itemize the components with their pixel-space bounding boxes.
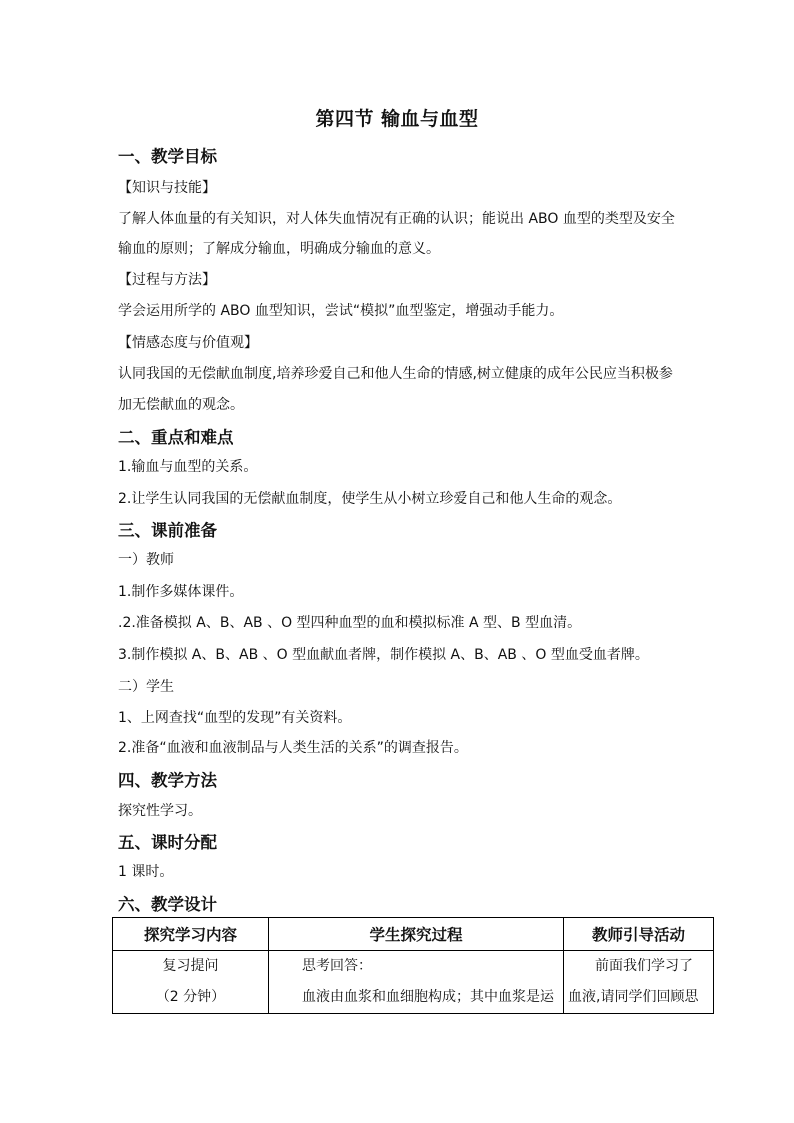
section-heading-key-points: 二、重点和难点: [118, 428, 234, 447]
table-header-student-process: 学生探究过程: [269, 918, 564, 951]
emotion-text-line2: 加无偿献血的观念。: [118, 397, 244, 413]
section-heading-design: 六、教学设计: [118, 895, 217, 914]
teacher-label: 一）教师: [118, 552, 174, 568]
table-cell-content: [113, 951, 269, 1014]
key-point-item-1: 1.输血与血型的关系。: [118, 459, 258, 475]
table-header-content: 探究学习内容: [113, 918, 269, 951]
table-cell-teacher-activity: [564, 951, 714, 1014]
emotion-label: 【情感态度与价值观】: [118, 335, 258, 351]
time-text: 1 课时。: [118, 864, 174, 880]
section-heading-time: 五、课时分配: [118, 833, 217, 852]
key-point-item-2: 2.让学生认同我国的无偿献血制度，使学生从小树立珍爱自己和他人生命的观念。: [118, 491, 622, 507]
cell-text: 前面我们学习了: [595, 958, 693, 974]
knowledge-text-line1: 了解人体血量的有关知识，对人体失血情况有正确的认识；能说出 ABO 血型的类型及安全: [118, 211, 675, 227]
table-cell-student-process: [269, 951, 564, 1014]
section-heading-preparation: 三、课前准备: [118, 521, 217, 540]
table-row: [113, 951, 714, 1014]
section-heading-method: 四、教学方法: [118, 771, 217, 790]
student-item-2: 2.准备“血液和血液制品与人类生活的关系”的调查报告。: [118, 740, 468, 756]
knowledge-text-line2: 输血的原则；了解成分输血，明确成分输血的意义。: [118, 241, 440, 257]
page-title: 第四节 输血与血型: [315, 108, 479, 130]
teaching-design-table: [112, 917, 714, 1014]
student-label: 二）学生: [118, 679, 174, 695]
emotion-text-line1: 认同我国的无偿献血制度,培养珍爱自己和他人生命的情感,树立健康的成年公民应当积极参: [118, 366, 673, 382]
teacher-item-3: 3.制作模拟 A、B、AB 、O 型血献血者牌，制作模拟 A、B、AB 、O 型血受血者牌。: [118, 647, 649, 663]
cell-text: 血液,请同学们回顾思: [568, 989, 699, 1005]
section-heading-goals: 一、教学目标: [118, 147, 217, 166]
cell-text: 复习提问: [162, 958, 219, 974]
table-header-teacher-activity: 教师引导活动: [564, 918, 714, 951]
method-text: 探究性学习。: [118, 803, 202, 819]
table-header-row: [113, 918, 714, 951]
teacher-item-1: 1.制作多媒体课件。: [118, 584, 244, 600]
cell-text: （2 分钟）: [155, 989, 226, 1005]
process-label: 【过程与方法】: [118, 272, 216, 288]
cell-text: 血液由血浆和血细胞构成；其中血浆是运: [302, 989, 554, 1005]
teacher-item-2: .2.准备模拟 A、B、AB 、O 型四种血型的血和模拟标准 A 型、B 型血清。: [118, 615, 582, 631]
cell-text: 思考回答：: [302, 958, 372, 974]
process-text-line1: 学会运用所学的 ABO 血型知识，尝试“模拟”血型鉴定，增强动手能力。: [118, 303, 564, 319]
student-item-1: 1、上网查找“血型的发现”有关资料。: [118, 710, 352, 726]
knowledge-label: 【知识与技能】: [118, 180, 216, 196]
